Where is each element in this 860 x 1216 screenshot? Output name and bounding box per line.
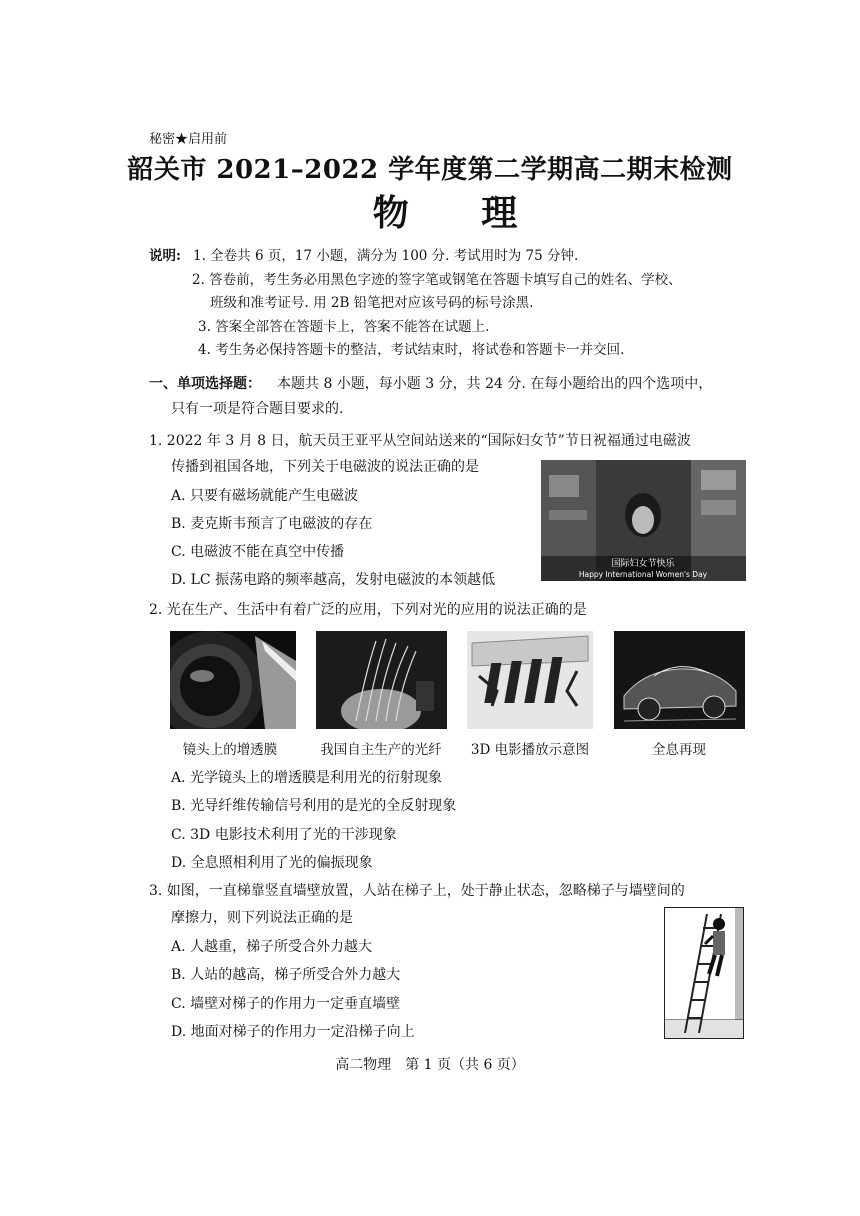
caption-fiber: 我国自主生产的光纤 [320, 742, 442, 758]
q2-option-d: D. 全息照相利用了光的偏振现象 [171, 855, 373, 871]
section-desc: 只有一项是符合题目要求的. [171, 401, 344, 417]
q1-option-b: B. 麦克斯韦预言了电磁波的存在 [171, 516, 373, 532]
q3-option-a: A. 人越重，梯子所受合外力越大 [171, 939, 373, 955]
notes-label: 说明: [149, 248, 181, 264]
caption-hologram: 全息再现 [652, 742, 706, 758]
q3-option-d: D. 地面对梯子的作用力一定沿梯子向上 [171, 1024, 415, 1040]
q3-stem: 3. 如图，一直梯靠竖直墙壁放置，人站在梯子上，处于静止状态，忽略梯子与墙壁间的 [149, 883, 685, 899]
q1-option-a: A. 只要有磁场就能产生电磁波 [171, 488, 359, 504]
note-item: 2. 答卷前，考生务必用黑色字迹的签字笔或钢笔在答题卡填写自己的姓名、学校、 [192, 272, 682, 288]
q2-option-a: A. 光学镜头上的增透膜是利用光的衍射现象 [171, 770, 443, 786]
q1-option-d: D. LC 振荡电路的频率越高，发射电磁波的本领越低 [171, 572, 496, 588]
page-footer: 高二物理 第 1 页（共 6 页） [335, 1057, 525, 1073]
astronaut-photo [541, 460, 746, 581]
q1-stem: 传播到祖国各地，下列关于电磁波的说法正确的是 [171, 459, 479, 475]
3d-movie-diagram [467, 631, 593, 729]
q3-option-c: C. 墙壁对梯子的作用力一定垂直墙壁 [171, 996, 401, 1012]
note-item: 3. 答案全部答在答题卡上，答案不能答在试题上. [198, 319, 490, 335]
note-item: 班级和准考证号. 用 2B 铅笔把对应该号码的标号涂黑. [210, 295, 534, 311]
exam-title: 韶关市 2021–2022 学年度第二学期高二期末检测 [127, 155, 733, 185]
photo-caption-en: Happy International Women's Day [578, 570, 708, 579]
photo-caption-cn: 国际妇女节快乐 [611, 559, 675, 569]
note-item: 1. 全卷共 6 页，17 小题，满分为 100 分. 考试用时为 75 分钟. [193, 248, 579, 264]
subject-title: 物 理 [372, 192, 548, 234]
caption-3d: 3D 电影播放示意图 [470, 742, 590, 758]
note-item: 4. 考生务必保持答题卡的整洁，考试结束时，将试卷和答题卡一并交回. [198, 342, 625, 358]
secret-mark: 秘密★启用前 [149, 132, 228, 147]
q2-option-c: C. 3D 电影技术利用了光的干涉现象 [171, 827, 397, 843]
q2-stem: 2. 光在生产、生活中有着广泛的应用，下列对光的应用的说法正确的是 [149, 602, 587, 618]
q3-stem: 摩擦力，则下列说法正确的是 [171, 910, 353, 926]
q2-option-b: B. 光导纤维传输信号利用的是光的全反射现象 [171, 798, 457, 814]
section-heading: 一、单项选择题： [149, 376, 261, 392]
caption-lens: 镜头上的增透膜 [182, 742, 278, 758]
q1-option-c: C. 电磁波不能在真空中传播 [171, 544, 345, 560]
ladder-figure [664, 907, 744, 1039]
q1-stem: 1. 2022 年 3 月 8 日，航天员王亚平从空间站送来的“国际妇女节”节日祝福通过电磁波 [149, 433, 691, 449]
section-desc: 本题共 8 小题，每小题 3 分，共 24 分. 在每小题给出的四个选项中， [277, 376, 713, 392]
lens-coating-photo [170, 631, 296, 729]
q3-option-b: B. 人站的越高，梯子所受合外力越大 [171, 967, 401, 983]
optical-fiber-photo [316, 631, 447, 729]
hologram-photo [614, 631, 745, 729]
